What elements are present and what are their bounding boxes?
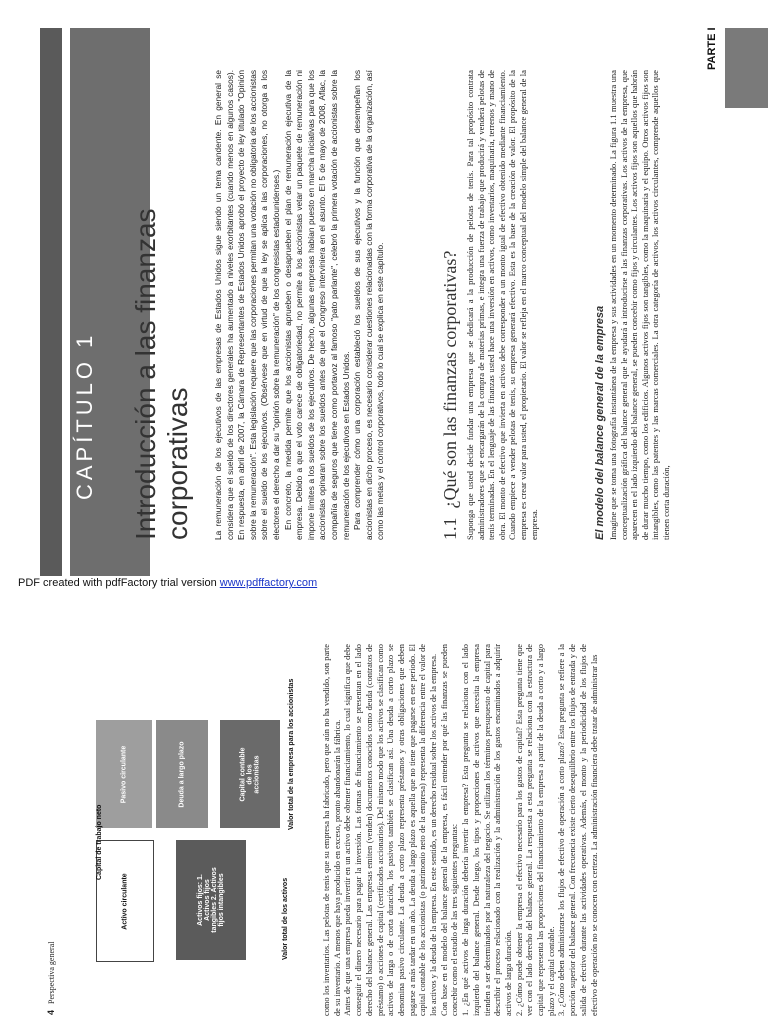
- section-heading: [440, 70, 461, 540]
- section-title: ¿Qué son las finanzas corporativas?: [440, 250, 460, 509]
- activo-circulante-box: [96, 840, 154, 962]
- deuda-largo-plazo-label: Deuda a largo plazo: [178, 740, 186, 808]
- pasivo-circulante-box: [96, 720, 152, 828]
- capital-contable-box: [220, 720, 280, 828]
- intro-paragraph-3: Para comprender cómo una corporación estableció los sueldos de sus ejecutivos y la función que desempeñan los accionistas en dicho proceso, es necesario considerar cuestiones relacionadas con la forma corporativa de la organización, así como las metas y el control corporativos, todo lo cual se explica en este capítulo.: [352, 70, 386, 540]
- chapter-intro: [213, 70, 387, 540]
- running-head: [46, 815, 56, 1015]
- deuda-largo-plazo-box: [156, 720, 208, 828]
- lower-paragraph-5: 2. ¿Cómo puede obtener la empresa el efectivo necesario para los gastos de capital? Esta pregunta tiene que ver con el lado derecho del balance general. La respuesta a esta pregunta se relaciona con la estructura de capital que representa las proporciones del financiamiento de la empresa a partir de la deuda a corto y a largo plazo y el capital contable.: [514, 644, 556, 1016]
- pdf-note-text: PDF created with pdfFactory trial version: [18, 577, 220, 589]
- lower-paragraph-6: 3. ¿Cómo deben administrarse los flujos de efectivo de operación a corto plazo? Esta pregunta se refiere a la porción superior del balance general. Con frecuencia existe cierto desequilibrio entre los flujos de entrada y de salida de efectivo durante las actividades operativas. Además, el monto y la periodicidad de los flujos de efectivo de operación no se conocen con certeza. La administración financiera debe tratar de administrar las: [557, 644, 599, 1016]
- lower-paragraph-1: como los inventarios. Las pelotas de tenis que su empresa ha fabricado, pero que aún no ha vendido, son parte de su inventario. A menos que haya producido en exceso, pronto abandonarán la fábrica.: [322, 644, 342, 1016]
- pdffactory-link[interactable]: www.pdffactory.com: [219, 577, 318, 589]
- parte-tab: [725, 28, 768, 108]
- lower-paragraph-2: Antes de que una empresa pueda invertir en un activo debe obtener financiamiento, lo cual significa que debe conseguir el dinero necesario para pagar la inversión. Las formas de financiamiento se presentan en el lado derecho del balance general. Las empresas emiten (venden) documentos conocidos como deuda (contratos de préstamo) o acciones de capital (certificados accionarios). Del mismo modo que los activos se clasifican como activos de larga o de corta duración, los pasivos también se clasifican así. Una deuda a corto plazo se denomina pasivo circulante. La deuda a corto plazo representa préstamos y otras obligaciones que deben pagarse a más tardar en un año. La deuda a largo plazo es aquella que no tiene que pagarse en ese periodo. El capital contable de los accionistas (o patrimonio neto de la empresa) representa la diferencia entre el valor de los activos y la deuda de la empresa. En este sentido, es un derecho residual sobre los activos de la empresa.: [343, 644, 439, 1016]
- capital-contable-label: Capital contable de los accionistas: [239, 746, 261, 802]
- lower-paragraph-3: Con base en el modelo del balance general de la empresa, es fácil entender por qué las finanzas se pueden concebir como el estudio de las tres siguientes preguntas:: [439, 644, 460, 1016]
- intro-paragraph-2: En concreto, la medida permite que los accionistas aprueben o desaprueben el plan de remuneración ejecutiva de la empresa. Debido a que el voto carece de obligatoriedad, no permite a los accionistas vetar un paquete de remuneración ni impone límites a los sueldos de los ejecutivos. De hecho, algunas empresas habían puesto en marcha iniciativas para que los accionistas opinaran sobre los sueldos antes de que el Congreso interviniera en el asunto. El 5 de mayo de 2008, Aflac, la compañía de seguros que tiene como portavoz al famoso "pato parlante", celebró la primera votación de accionistas sobre la remuneración de los ejecutivos en Estados Unidos.: [282, 70, 351, 540]
- chapter-label: CAPÍTULO 1: [72, 331, 97, 500]
- section-number: 1.1: [440, 517, 460, 540]
- chapter-title: Introducción a las finanzas corporativas: [130, 208, 193, 540]
- activos-fijos-label: Activos fijos: 1. Activos fijos tangibles 2. Activos fijos intangibles: [197, 867, 225, 933]
- lower-paragraph-4: 1. ¿En qué activos de larga duración debería invertir la empresa? Esta pregunta se relaciona con el lado izquierdo del balance general. Desde luego, los tipos y proporciones de activos que necesita la empresa tienden a ser determinados por la naturaleza del negocio. Se utilizan los términos presupuesto de capital para describir el proceso relacionado con la realización y la administración de los gastos encaminados a adquirir activos de larga duración.: [461, 644, 513, 1016]
- pasivo-circulante-label: Pasivo circulante: [120, 745, 128, 803]
- section-body: Suponga que usted decide fundar una empresa que se dedicará a la producción de pelotas de tenis. Para tal propósito contrata administradores que se encargarán de la compra de materias primas, e integra una fuerza de trabajo que producirá y venderá pelotas de tenis terminadas. En el lenguaje de las finanzas usted hace una inversión en activos, como inventarios, maquinaria, terrenos y mano de obra. El monto de efectivo que invierta en activos debe corresponder a un monto igual de efectivo obtenido mediante financiamiento. Cuando empiece a vender pelotas de tenis, su empresa generará efectivo. Esta es la base de la creación de valor. El propósito de la empresa es crear valor para usted, el propietario. El valor se refleja en el marco conceptual del modelo simple del balance general de la empresa.: [465, 70, 539, 540]
- activos-fijos-box: [176, 840, 246, 960]
- lower-page-text: [322, 644, 600, 1016]
- parte-label: PARTE I: [706, 27, 718, 70]
- capital-trabajo-label: Capital de trabajo neto: [96, 804, 103, 880]
- subsection-body: Imagine que se toma una fotografía instantánea de la empresa y sus actividades en un momento determinado. La figura 1.1 muestra una conceptualización gráfica del balance general que le ayudará a introducirse a las finanzas corporativas. Los activos de la empresa, que aparecen en el lado izquierdo del balance general, se pueden concebir como fijos y circulantes. Los activos fijos son aquellos que habrán de durar mucho tiempo, como los edificios. Algunos activos fijos son tangibles, como la maquinaria y el equipo. Otros activos fijos son intangibles, como las patentes y las marcas comerciales. La otra categoría de activos, los activos circulantes, comprende aquellos que tienen corta duración,: [608, 70, 671, 540]
- subsection-heading: El modelo del balance general de la empresa: [594, 305, 606, 540]
- activo-circulante-label: Activo circulante: [121, 872, 129, 930]
- intro-paragraph-1: La remuneración de los ejecutivos de las empresas de Estados Unidos sigue siendo un tema candente. En general se considera que el sueldo de los directores generales ha aumentado a niveles exorbitantes (cuando menos en algunos casos). En respuesta, en abril de 2007, la Cámara de Representantes de Estados Unidos aprobó el proyecto de ley titulado "Opinión sobre la remuneración". Esta legislación requiere que las corporaciones permitan una votación no obligatoria de los accionistas sobre el sueldo de los ejecutivos. (Obsérvese que en virtud de que la ley se aplica a las corporaciones, no otorga a los electores el derecho a dar su "opinión sobre la remuneración" de los congresistas estadounidenses.): [213, 70, 281, 540]
- running-head-text: Perspectiva general: [47, 941, 56, 1004]
- pdf-footer-note: [18, 577, 418, 589]
- page-number: 4: [46, 1009, 56, 1015]
- valor-activos-label: Valor total de los activos: [282, 877, 289, 960]
- valor-empresa-label: Valor total de la empresa para los accionistas: [288, 678, 295, 830]
